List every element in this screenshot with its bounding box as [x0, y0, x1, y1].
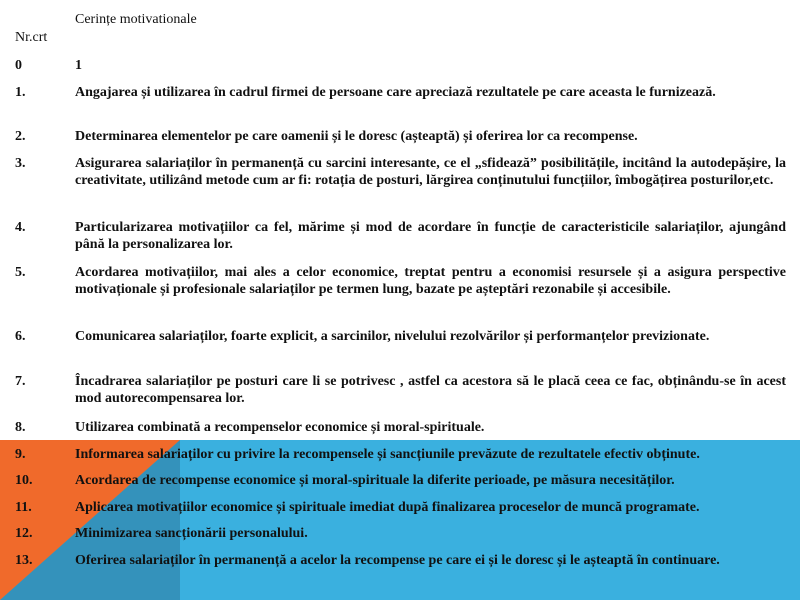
row-number: 8.: [15, 420, 26, 435]
row-number: 10.: [15, 473, 33, 488]
row-number: 2.: [15, 129, 26, 144]
column-header-requirements: Cerințe motivationale: [75, 12, 197, 27]
row-number: 6.: [15, 329, 26, 344]
row-text: Asigurarea salariaților în permanență cu sarcini interesante, ce el „sfidează” posibilitățile, incitând la autodepășire, la creativitate, utilizând metode cum ar fi: rotația de posturi, lărgirea conținutului funcțiilor, îmbogățirea posturilor,etc.: [75, 156, 786, 188]
row-text: Utilizarea combinată a recompenselor economice și moral-spirituale.: [75, 420, 485, 435]
row-text: Minimizarea sancționării personalului.: [75, 526, 308, 541]
row-number: 13.: [15, 553, 33, 568]
row-number: 7.: [15, 374, 26, 389]
row-number: 12.: [15, 526, 33, 541]
column-header-number: Nr.crt: [15, 30, 48, 45]
row-text: Acordarea de recompense economice și moral-spirituale la diferite perioade, pe măsura necesităților.: [75, 473, 675, 488]
row-text: Informarea salariaților cu privire la recompensele și sancțiunile prevăzute de rezultatele efectiv obținute.: [75, 447, 700, 462]
index-row-text: 1: [75, 58, 82, 73]
row-text: Aplicarea motivațiilor economice și spirituale imediat după finalizarea proceselor de muncă programate.: [75, 500, 700, 515]
row-text: Determinarea elementelor pe care oamenii și le doresc (așteaptă) și oferirea lor ca recompense.: [75, 129, 638, 144]
row-text: Oferirea salariaților în permanență a acelor la recompense pe care ei și le doresc și le așteaptă în continuare.: [75, 553, 720, 568]
row-number: 5.: [15, 265, 26, 280]
row-number: 4.: [15, 220, 26, 235]
row-number: 1.: [15, 85, 26, 100]
row-number: 11.: [15, 500, 32, 515]
row-number: 9.: [15, 447, 26, 462]
index-row-number: 0: [15, 58, 22, 73]
row-text: Acordarea motivațiilor, mai ales a celor economice, treptat pentru a economisi resursele și a asigura perspective motivaționale și profesionale salariaților pe termen lung, bazate pe așteptări rezonabile și accesibile.: [75, 265, 786, 297]
row-text: Particularizarea motivațiilor ca fel, mărime și mod de acordare în funcție de caracteristicile salariaților, ajungând până la personalizarea lor.: [75, 220, 786, 252]
row-number: 3.: [15, 156, 26, 171]
row-text: Încadrarea salariaților pe posturi care li se potrivesc , astfel ca acestora să le placă ceea ce fac, obținându-se în acest mod autorecompensarea lor.: [75, 374, 786, 406]
row-text: Angajarea și utilizarea în cadrul firmei de persoane care apreciază rezultatele pe care aceasta le furnizează.: [75, 85, 716, 100]
row-text: Comunicarea salariaților, foarte explicit, a sarcinilor, nivelului rezolvărilor și performanțelor previzionate.: [75, 329, 710, 344]
